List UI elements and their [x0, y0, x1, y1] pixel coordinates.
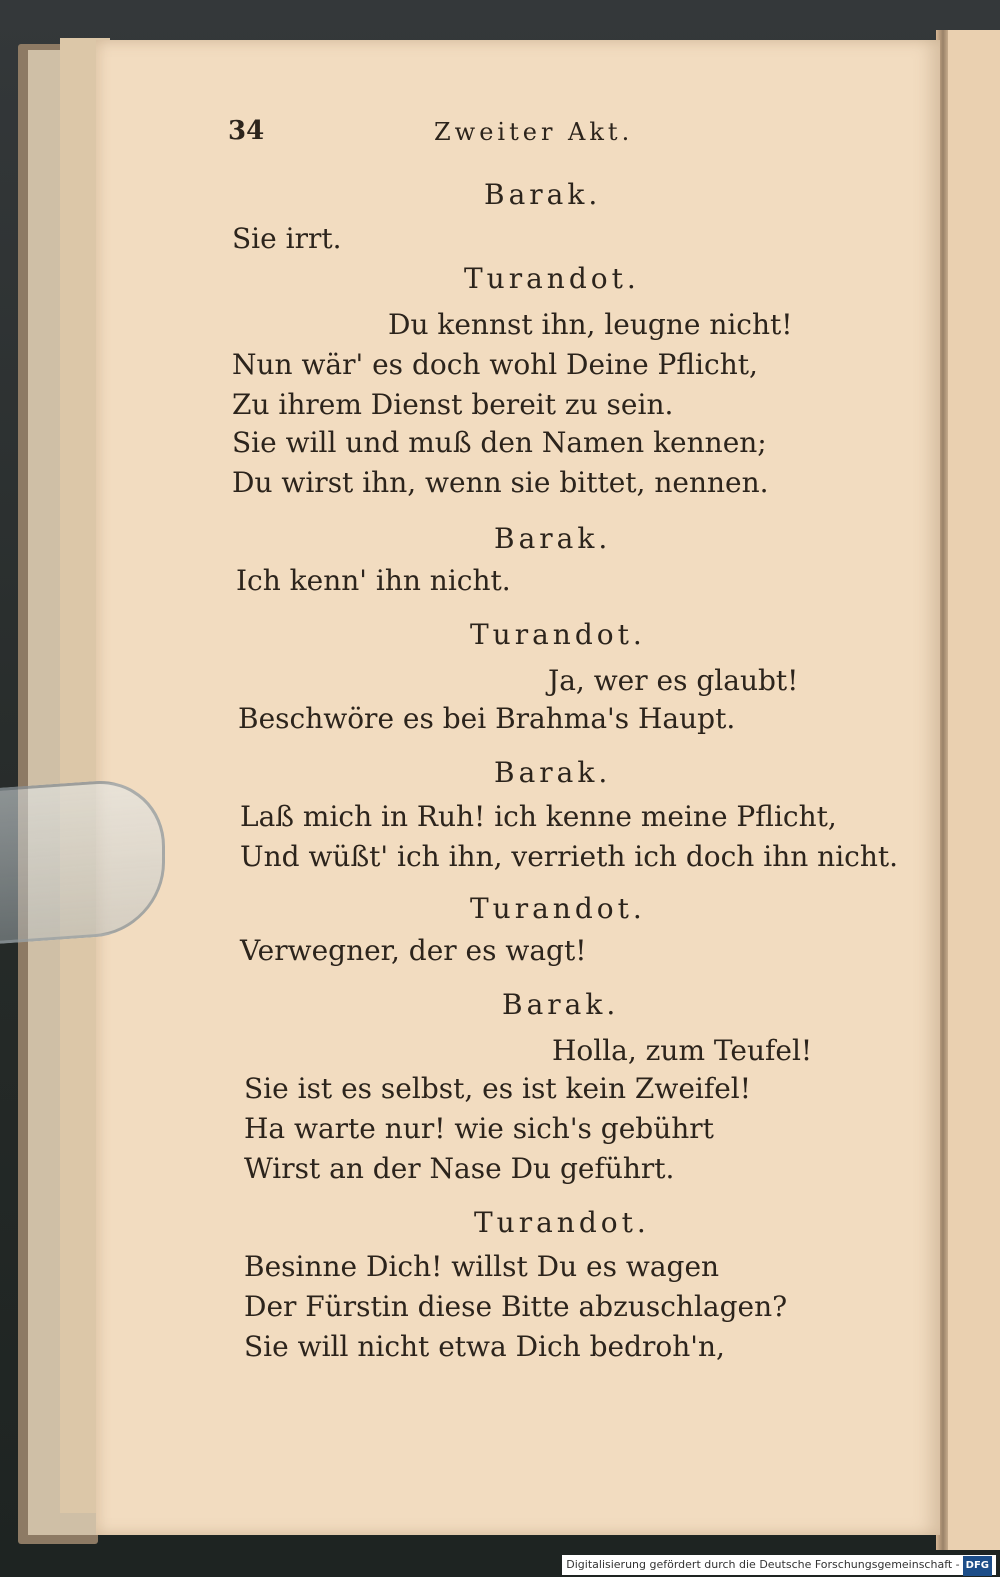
speaker-label: Barak. [494, 522, 612, 555]
credit-text: Digitalisierung gefördert durch die Deutsche Forschungsgemeinschaft - [566, 1558, 960, 1571]
page-number: 34 [228, 116, 265, 146]
verse-line: Und wüßt' ich ihn, verrieth ich doch ihn nicht. [240, 840, 899, 873]
speaker-label: Turandot. [464, 262, 640, 295]
speaker-label: Barak. [502, 988, 620, 1021]
verse-line: Verwegner, der es wagt! [240, 934, 587, 967]
speaker-label: Barak. [484, 178, 602, 211]
digitization-credit [562, 1555, 996, 1575]
speaker-label: Turandot. [474, 1206, 650, 1239]
verse-line: Ja, wer es glaubt! [548, 664, 799, 697]
speaker-label: Turandot. [470, 892, 646, 925]
verse-line: Der Fürstin diese Bitte abzuschlagen? [244, 1290, 788, 1323]
running-head: Zweiter Akt. [434, 118, 634, 146]
verse-line: Zu ihrem Dienst bereit zu sein. [232, 388, 674, 421]
verse-line: Sie will nicht etwa Dich bedroh'n, [244, 1330, 725, 1363]
verse-line: Laß mich in Ruh! ich kenne meine Pflicht, [240, 800, 837, 833]
verse-line: Du kennst ihn, leugne nicht! [388, 308, 793, 341]
verse-line: Sie ist es selbst, es ist kein Zweifel! [244, 1072, 751, 1105]
verse-line: Nun wär' es doch wohl Deine Pflicht, [232, 348, 758, 381]
verse-line: Beschwöre es bei Brahma's Haupt. [238, 702, 736, 735]
verse-line: Besinne Dich! willst Du es wagen [244, 1250, 720, 1283]
verse-line: Sie irrt. [232, 222, 342, 255]
verse-line: Wirst an der Nase Du geführt. [244, 1152, 675, 1185]
speaker-label: Turandot. [470, 618, 646, 651]
verse-line: Holla, zum Teufel! [552, 1034, 813, 1067]
dfg-logo: DFG [963, 1556, 992, 1576]
verse-line: Sie will und muß den Namen kennen; [232, 426, 767, 459]
verse-line: Du wirst ihn, wenn sie bittet, nennen. [232, 466, 769, 499]
verse-line: Ich kenn' ihn nicht. [236, 564, 511, 597]
speaker-label: Barak. [494, 756, 612, 789]
verse-line: Ha warte nur! wie sich's gebührt [244, 1112, 714, 1145]
